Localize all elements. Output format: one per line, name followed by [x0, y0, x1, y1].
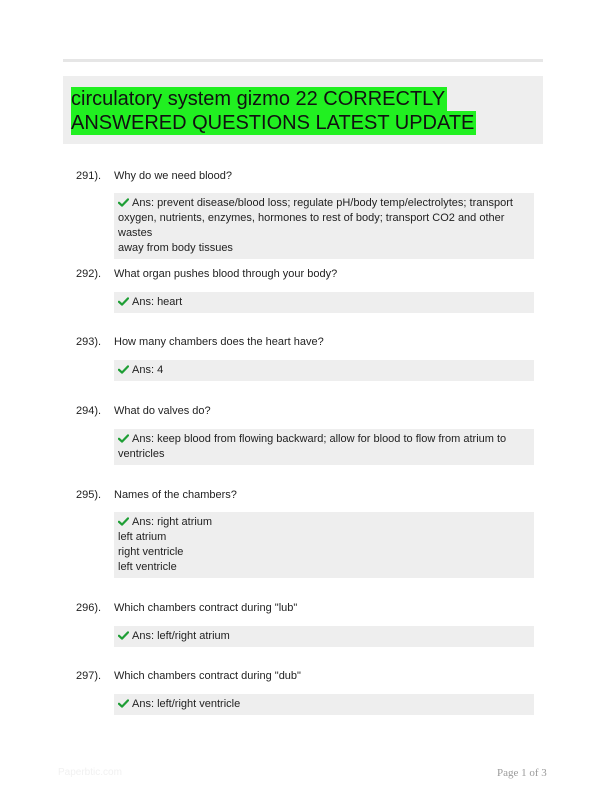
watermark-text: Paperbtic.com [58, 767, 122, 778]
top-divider [63, 59, 543, 62]
check-icon [118, 699, 129, 708]
answer-box [114, 429, 534, 465]
question-number: 297). [76, 670, 102, 682]
question-number: 294). [76, 405, 102, 417]
question-text: Which chambers contract during "dub" [114, 670, 301, 682]
question-number: 295). [76, 489, 102, 501]
check-icon [118, 434, 129, 443]
question-text: What do valves do? [114, 405, 211, 417]
answer-text-line: away from body tissues [118, 242, 233, 254]
answer-text-line: right ventricle [118, 546, 184, 558]
answer-text-line: left atrium [118, 531, 167, 543]
title-line-2: ANSWERED QUESTIONS LATEST UPDATE [71, 112, 475, 134]
title-line-1: circulatory system gizmo 22 CORRECTLY [71, 88, 446, 110]
question-number: 291). [76, 170, 102, 182]
answer-box [114, 512, 534, 578]
check-icon [118, 517, 129, 526]
question-number: 296). [76, 602, 102, 614]
answer-box [114, 360, 534, 381]
answer-box [114, 292, 534, 313]
check-icon [118, 198, 129, 207]
answer-text-line: Ans: keep blood from flowing backward; allow for blood to flow from atrium to [132, 433, 507, 445]
answer-text-line: Ans: prevent disease/blood loss; regulate pH/body temp/electrolytes; transport [132, 197, 513, 209]
answer-box [114, 694, 534, 715]
answer-text-line: ventricles [118, 448, 165, 460]
question-text: Names of the chambers? [114, 489, 237, 501]
question-text: Why do we need blood? [114, 170, 233, 182]
check-icon [118, 365, 129, 374]
question-text: What organ pushes blood through your body? [114, 268, 338, 280]
check-icon [118, 297, 129, 306]
answer-text-line: Ans: heart [132, 296, 183, 308]
question-text: How many chambers does the heart have? [114, 336, 324, 348]
question-text: Which chambers contract during "lub" [114, 602, 298, 614]
answer-text-line: Ans: left/right ventricle [132, 698, 241, 710]
answer-text-line: Ans: left/right atrium [132, 630, 230, 642]
answer-text-line: Ans: 4 [132, 364, 164, 376]
answer-text-line: left ventricle [118, 561, 177, 573]
title-panel [63, 76, 543, 144]
check-icon [118, 631, 129, 640]
document-title [71, 87, 476, 135]
question-number: 293). [76, 336, 102, 348]
answer-text-line: oxygen, nutrients, enzymes, hormones to rest of body; transport CO2 and other wastes [118, 212, 505, 239]
page-number: Page 1 of 3 [497, 767, 547, 779]
answer-box [114, 193, 534, 259]
answer-text-line: Ans: right atrium [132, 516, 213, 528]
question-number: 292). [76, 268, 102, 280]
answer-box [114, 626, 534, 647]
